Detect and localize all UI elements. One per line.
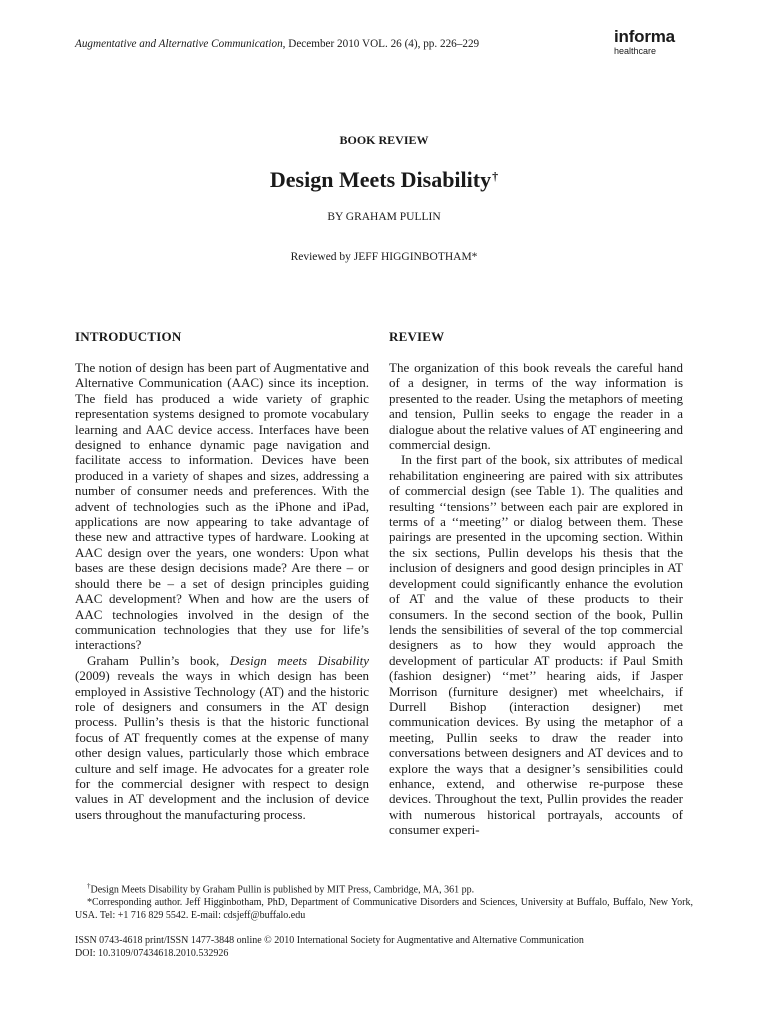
review-paragraph-1: The organization of this book reveals the careful hand of a designer, in terms of the way information is presented to the reader. Using the metaphors of meeting and tension, Pullin seeks to engage the reader in a dialogue about the relative values of AT engineering and commercial design. <box>389 360 683 453</box>
journal-name: Augmentative and Alternative Communication <box>75 38 283 50</box>
article-title <box>0 167 768 193</box>
book-title-italic: Design meets Disability <box>229 652 369 668</box>
paragraph-2-lead: Graham Pullin’s book, <box>87 652 230 668</box>
review-heading: REVIEW <box>389 329 445 344</box>
section-label: BOOK REVIEW <box>339 133 429 147</box>
publication-info <box>75 935 693 960</box>
footnote-corresponding-author: *Corresponding author. Jeff Higginbotham, PhD, Department of Communicative Disorders and Sciences, University at Buffalo, Buffalo, New York, USA. Tel: +1 716 829 5542. E-mail: cdsjeff@buffalo.edu <box>75 897 693 922</box>
footnote-dagger-text: Design Meets Disability by Graham Pullin is published by MIT Press, Cambridge, MA, 361 pp. <box>90 884 475 896</box>
publisher-subtitle: healthcare <box>614 46 657 56</box>
footnote-dagger <box>75 880 693 896</box>
right-column <box>389 329 683 838</box>
introduction-paragraph-2 <box>75 653 369 822</box>
footnote-dagger-mark: † <box>87 882 91 890</box>
title-dagger-mark: † <box>492 169 499 183</box>
doi-line: DOI: 10.3109/07434618.2010.532926 <box>75 947 229 959</box>
book-author-byline: BY GRAHAM PULLIN <box>327 211 441 223</box>
introduction-heading: INTRODUCTION <box>75 329 182 344</box>
paragraph-2-rest: (2009) reveals the ways in which design has been employed in Assistive Technology (AT) and the historic role of designers and consumers in the AT design process. Pullin’s thesis is that the historic functional focus of AT frequently comes at the expense of many other design values, particularly those which embrace culture and self image. He advocates for a greater role for the commercial designer with respect to design values in AT development and the inclusion of device users throughout the manufacturing process. <box>75 668 369 822</box>
left-column <box>75 329 369 822</box>
introduction-paragraph-1: The notion of design has been part of Augmentative and Alternative Communication (AAC) since its inception. The field has produced a wide variety of graphic representation systems designed to promote vocabulary learning and AAC device access. Interfaces have been designed to enhance dynamic page navigation and facilitate access to information. Devices have been produced in a variety of shapes and sizes, addressing a number of consumer needs and preferences. With the advent of technologies such as the iPhone and iPad, applications are now appearing to take advantage of these new and attractive types of hardware. Looking at AAC design over the years, one wonders: Upon what bases are these design decisions made? Are there – or should there be – a set of design principles guiding AAC development? When and how are the users of AAC technologies involved in the design of the communication technologies that they use for life’s interactions? <box>75 360 369 653</box>
issn-line: ISSN 0743-4618 print/ISSN 1477-3848 online © 2010 International Society for Augmentative and Alternative Communication <box>75 935 584 946</box>
journal-citation: , December 2010 VOL. 26 (4), pp. 226–229 <box>282 38 480 50</box>
running-header <box>75 37 595 51</box>
review-paragraph-2: In the first part of the book, six attributes of medical rehabilitation engineering are paired with six attributes of commercial design (see Table 1). The qualities and resulting ‘‘tensions’’ between each pair are explored in terms of a ‘‘meeting’’ or dialog between them. These pairings are presented in the upcoming section. Within the six sections, Pullin develops his thesis that the inclusion of designers and good design principles in AT development could significantly enhance the evolution of AT and the value of these products to their consumers. In the second section of the book, Pullin lends the sensibilities of several of the top commercial designers as to how they would approach the development of particular AT products: if Paul Smith (fashion designer) ‘‘met’’ hearing aids, if Jasper Morrison (furniture designer) met wheelchairs, if Durrell Bishop (interaction designer) met communication devices. By using the metaphor of a meeting, Pullin seeks to draw the reader into conversations between designers and AT devices and to explore the ways that a designer’s sensibilities could enhance, extend, and otherwise re-purpose these devices. Throughout the text, Pullin provides the reader with numerous historical portrayals, accounts of consumer experi- <box>389 452 683 838</box>
reviewer-line: Reviewed by JEFF HIGGINBOTHAM* <box>290 251 478 263</box>
publisher-name: informa <box>614 27 675 46</box>
footnotes <box>75 880 693 922</box>
publisher-logo <box>614 28 704 56</box>
article-title-text: Design Meets Disability <box>269 167 492 192</box>
